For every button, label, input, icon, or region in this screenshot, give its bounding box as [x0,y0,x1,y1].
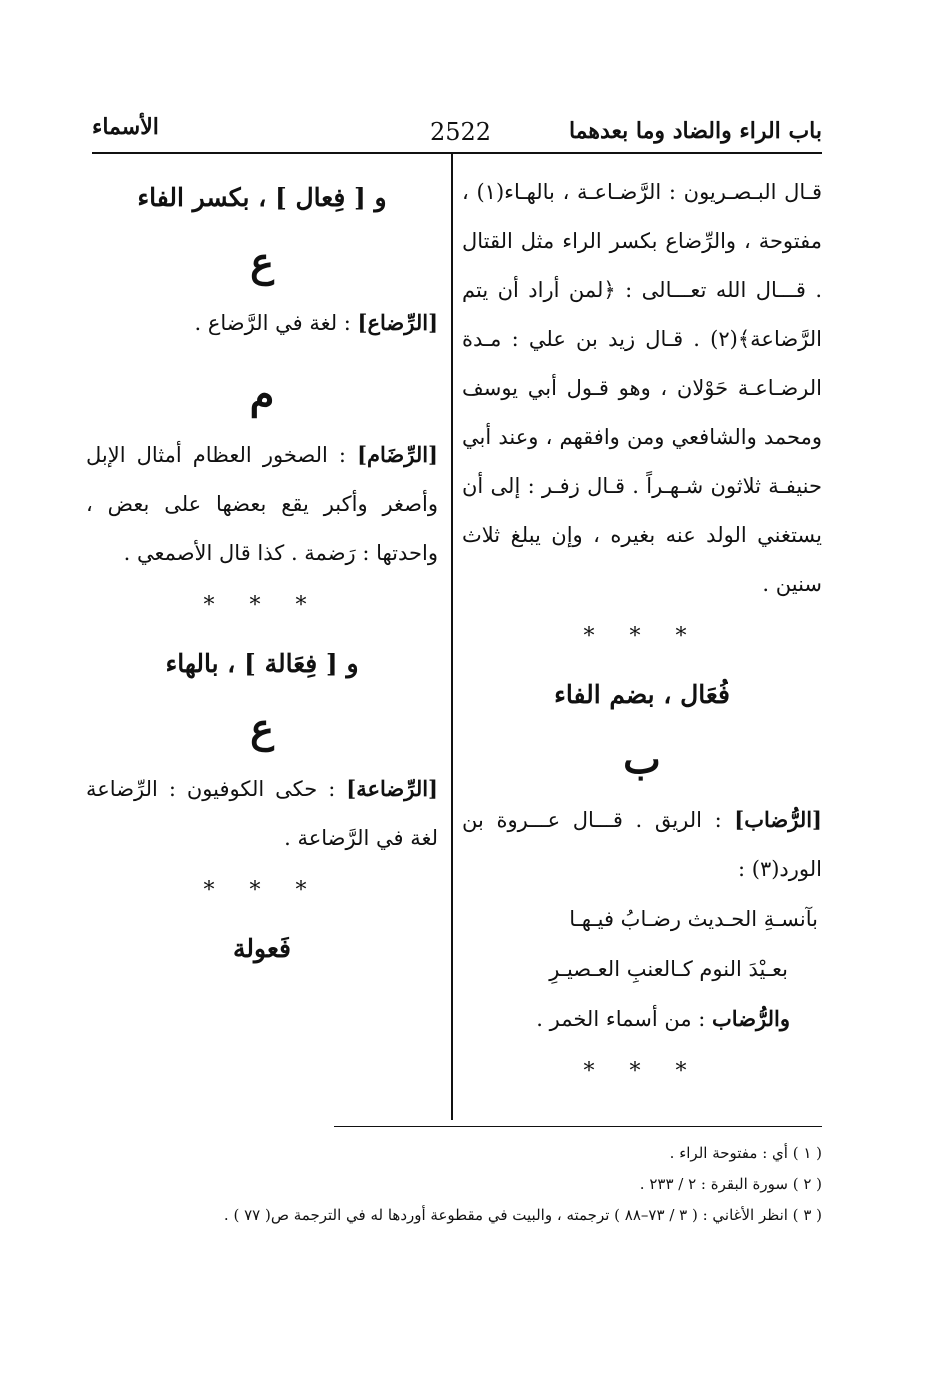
page-header [92,112,822,154]
headword: [الرِّضَام] [357,442,438,467]
entry-text: : من أسماء الخمر . [536,1007,713,1031]
left-column [86,168,438,979]
separator-stars: * * * [583,624,701,649]
root-letter: ع [250,705,274,752]
entry-text: : الريق . قـــال عـــروة بن الورد(٣) : [462,808,822,881]
column-divider [451,154,453,1120]
entry-paragraph: قـال البـصـريون : الرَّضـاعـة ، بالهـاء(١) ، مفتوحة ، والرِّضاع بكسر الراء مثل القتال . قـــال الله تعـــالى : ﴿لمن أراد أن يتم الرَّضاعة﴾(٢) . قـال زيد بن علي : مـدة الرضـاعـة حَوْلان ، وهو قـول أبي يوسف ومحمد والشافعي ومن وافقهم ، وعند أبي حنيفـة ثلاثون شـهـراً . قـال زفـر : إلى أن يستغني الولد عنه بغيره ، وإن يبلغ ثلاث سنين . [462,180,822,596]
entry-paragraph [462,795,822,894]
chapter-title: باب الراء والضاد وما بعدهما [568,118,822,144]
root-letter: ع [250,239,274,286]
footnotes [122,1138,822,1231]
section-title: الأسماء [92,114,159,140]
entry-paragraph [86,298,438,348]
headword: والرُّضاب [712,1006,790,1031]
right-column [462,168,822,1100]
separator-stars: * * * [203,593,321,618]
entry-text: : حكى الكوفيون : الرِّضاعة لغة في الرَّضاعة . [86,777,438,850]
entry-text: : لغة في الرَّضاع . [194,311,358,335]
headword: [الرِّضاعة] [346,776,438,801]
footnote: ( ٢ ) سورة البقرة : ٢ / ٢٣٣ . [639,1175,822,1193]
footnote: ( ١ ) أي : مفتوحة الراء . [669,1144,822,1162]
root-letter: م [249,371,275,418]
pattern-heading: و [ فِعال ] ، بكسر الفاء [137,183,387,212]
pattern-heading: فَعولة [233,934,291,963]
poem-verse: بآنسـةِ الحـديث رضـابُ فيـهـا [569,907,818,931]
separator-stars: * * * [583,1059,701,1084]
entry-paragraph [86,764,438,863]
entry-paragraph [86,430,438,578]
footnote-rule [334,1126,822,1127]
separator-stars: * * * [203,878,321,903]
pattern-heading: فُعَال ، بضم الفاء [554,680,730,709]
footnote: ( ٣ ) انظر الأغاني : ( ٣ / ٧٣–٨٨ ) ترجمته ، والبيت في مقطوعة أوردها له في الترجمة ص( ٧٧ ) . [223,1206,822,1224]
root-letter: ب [623,736,661,783]
page-number: 2522 [430,118,492,146]
headword: [الرُّضاب] [734,807,822,832]
poem-verse: بعـيْدَ النوم كـالعنبِ العـصيـرِ [549,957,788,981]
pattern-heading: و [ فِعَالة ] ، بالهاء [165,649,359,678]
headword: [الرِّضاع] [357,310,438,335]
entry-paragraph [462,994,822,1044]
entry-text: : الصخور العظام أمثال الإبل وأصغر وأكبر يقع بعضها على بعض ، واحدتها : رَضمة . كذا قال الأصمعي . [86,443,438,565]
